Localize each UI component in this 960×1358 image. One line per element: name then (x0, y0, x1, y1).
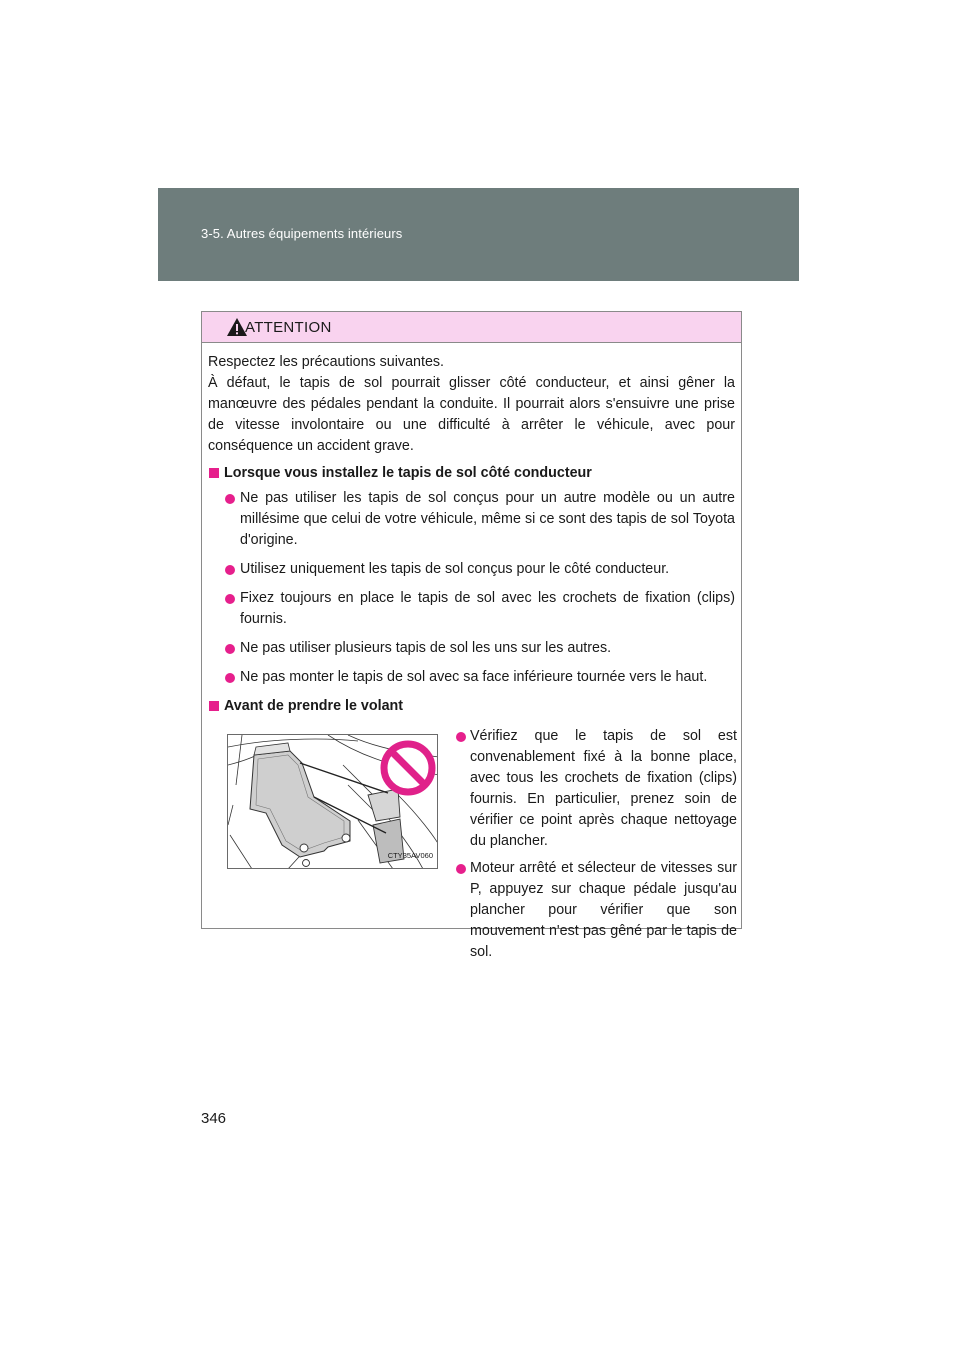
square-bullet-icon (209, 701, 219, 711)
install-bullet-list (208, 488, 735, 688)
list-item-text: Moteur arrêté et sélecteur de vitesses sur P, appuyez sur chaque pédale jusqu'au plancher pour vérifier que son mouvement n'est pas gêné par le tapis de sol. (470, 860, 737, 960)
list-item-text: Fixez toujours en place le tapis de sol avec les crochets de fixation (clips) fournis. (240, 590, 735, 627)
circle-bullet-icon (225, 644, 235, 654)
list-item (208, 667, 735, 688)
caution-body (202, 343, 741, 961)
list-item-text: Ne pas monter le tapis de sol avec sa face inférieure tournée vers le haut. (240, 669, 708, 685)
circle-bullet-icon (456, 864, 466, 874)
figure-code: CTY35AV060 (387, 851, 433, 860)
before-driving-section (208, 721, 735, 961)
caution-box (201, 311, 742, 960)
before-driving-bullet-list (438, 726, 737, 969)
sub-heading-before-driving-text: Avant de prendre le volant (224, 698, 404, 714)
sub-heading-before-driving (208, 696, 735, 717)
intro-line1: Respectez les précautions suivantes. (208, 354, 445, 370)
list-item-text: Ne pas utiliser plusieurs tapis de sol les uns sur les autres. (240, 640, 612, 656)
page-number: 346 (201, 1110, 227, 1127)
sub-heading-install (208, 463, 735, 484)
caution-intro (208, 352, 735, 457)
square-bullet-icon (209, 468, 219, 478)
section-title: 3-5. Autres équipements intérieurs (201, 226, 403, 241)
list-item (208, 488, 735, 551)
list-item-text: Vérifiez que le tapis de sol est convenablement fixé à la bonne place, avec tous les crochets de fixation (clips) fournis. En particulier, prenez soin de vérifier ce point après chaque nettoyage du plancher. (470, 728, 737, 849)
circle-bullet-icon (225, 673, 235, 683)
list-item (438, 858, 737, 963)
intro-line2: À défaut, le tapis de sol pourrait glisser côté conducteur, et ainsi gêner la manœuvre des pédales pendant la conduite. Il pourrait alors s'ensuivre une prise de vitesse involontaire ou une difficulté à arrêter le véhicule, avec pour conséquence un accident grave. (208, 375, 735, 454)
circle-bullet-icon (225, 494, 235, 504)
list-item (438, 726, 737, 852)
floor-mat-illustration (227, 734, 438, 869)
list-item (208, 559, 735, 580)
sub-heading-install-text: Lorsque vous installez le tapis de sol côté conducteur (224, 465, 592, 481)
list-item-text: Utilisez uniquement les tapis de sol conçus pour le côté conducteur. (240, 561, 670, 577)
list-item (208, 638, 735, 659)
list-item (208, 588, 735, 630)
prohibition-icon (384, 744, 432, 792)
caution-header (202, 312, 741, 343)
circle-bullet-icon (225, 594, 235, 604)
list-item-text: Ne pas utiliser les tapis de sol conçus pour un autre modèle ou un autre millésime que celui de votre véhicule, même si ce sont des tapis de sol Toyota d'origine. (240, 490, 735, 548)
circle-bullet-icon (225, 565, 235, 575)
caution-title: ATTENTION (245, 319, 332, 336)
circle-bullet-icon (456, 732, 466, 742)
